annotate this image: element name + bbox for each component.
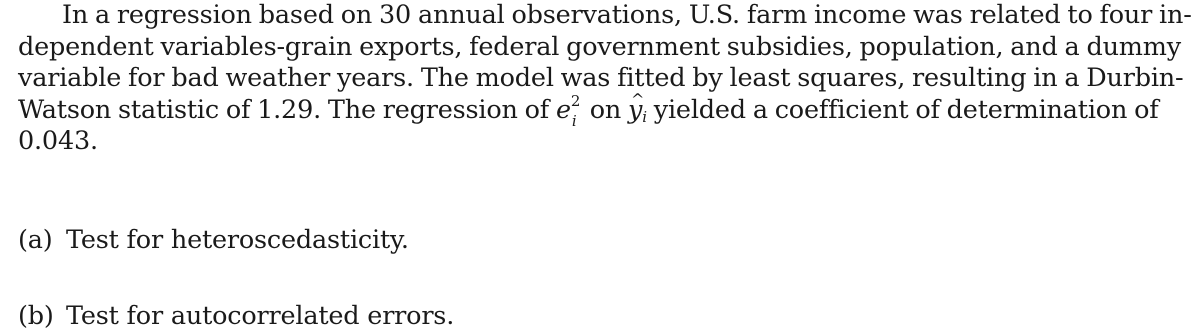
part-a-text: Test for heteroscedasticity.: [66, 225, 409, 255]
math-e-superscript: 2: [570, 91, 581, 110]
math-e-squared-i: [555, 91, 583, 130]
math-y-subscript: i: [642, 107, 647, 126]
math-e-scripts: [570, 91, 583, 130]
part-b: [18, 301, 454, 331]
problem-line-4: [18, 91, 1180, 130]
problem-line-5: 0.043.: [18, 126, 98, 156]
part-a: [18, 225, 409, 255]
math-e-subscript: i: [571, 111, 577, 130]
problem-line-4-end: yielded a coefficient of determination of: [646, 94, 1159, 125]
problem-statement: [18, 0, 1192, 158]
part-b-marker: (b): [18, 301, 54, 331]
problem-line-2: dependent variables-grain exports, federal government subsidies, population, and a dummy: [18, 31, 1181, 62]
problem-line-1: In a regression based on 30 annual observations, U.S. farm income was related to four in-: [62, 0, 1192, 30]
problem-line-4-start: Watson statistic of 1.29. The regression of: [18, 94, 556, 125]
part-b-text: Test for autocorrelated errors.: [66, 301, 455, 331]
part-a-marker: (a): [18, 225, 53, 255]
problem-line-3: variable for bad weather years. The model was fitted by least squares, resulting in a Durbin-: [18, 63, 1184, 93]
math-y: y: [628, 94, 643, 125]
math-y-hat-i: [628, 95, 647, 134]
problem-line-4-on: on: [582, 94, 629, 125]
math-e: e: [555, 94, 571, 125]
